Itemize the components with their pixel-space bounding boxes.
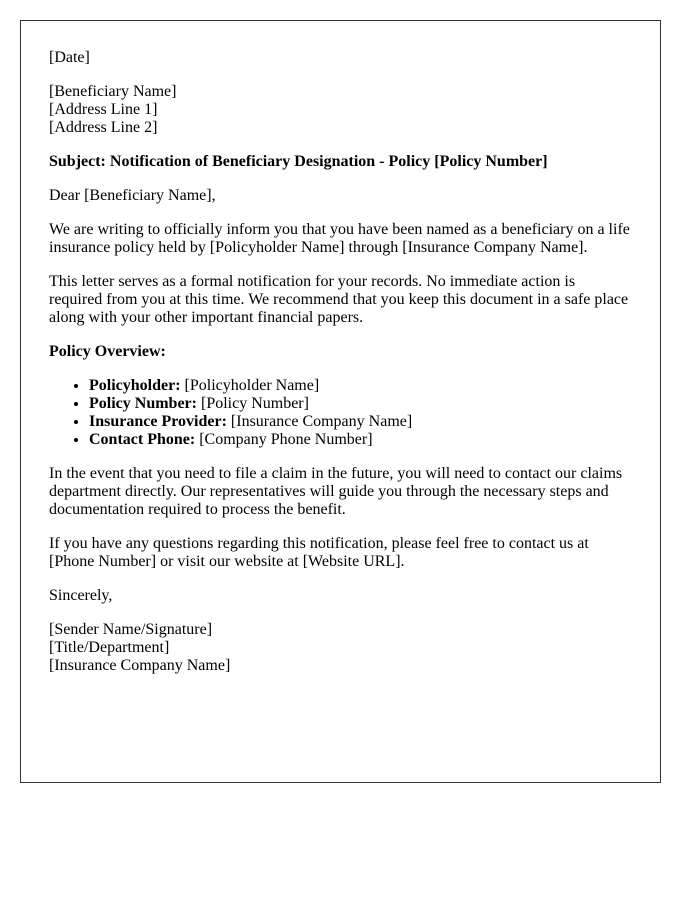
item-label: Policyholder: bbox=[89, 377, 181, 394]
address-line-2: [Address Line 2] bbox=[49, 119, 158, 136]
policy-overview-list bbox=[49, 377, 632, 449]
item-value: [Policy Number] bbox=[196, 395, 309, 412]
recipient-name: [Beneficiary Name] bbox=[49, 83, 177, 100]
sender-name: [Sender Name/Signature] bbox=[49, 621, 213, 638]
subject-line: Subject: Notification of Beneficiary Designation - Policy [Policy Number] bbox=[49, 153, 548, 170]
body-paragraph: This letter serves as a formal notification for your records. No immediate action is required from you at this time. We recommend that you keep this document in a safe place along with your other important financial papers. bbox=[49, 273, 629, 326]
body-paragraph: If you have any questions regarding this notification, please feel free to contact us at [Phone Number] or visit our website at [Website URL]. bbox=[49, 535, 589, 570]
overview-heading: Policy Overview: bbox=[49, 343, 166, 360]
closing: Sincerely, bbox=[49, 587, 113, 604]
item-label: Policy Number: bbox=[89, 395, 197, 412]
list-item bbox=[89, 377, 632, 395]
list-item bbox=[89, 413, 632, 431]
item-label: Contact Phone: bbox=[89, 431, 196, 448]
body-paragraph: In the event that you need to file a claim in the future, you will need to contact our claims department directly. Our representatives will guide you through the necessary steps and documentation required to process the benefit. bbox=[49, 465, 623, 518]
date: [Date] bbox=[49, 49, 90, 66]
sender-block bbox=[49, 621, 632, 675]
item-value: [Company Phone Number] bbox=[195, 431, 373, 448]
letter bbox=[20, 20, 661, 783]
sender-company: [Insurance Company Name] bbox=[49, 657, 231, 674]
list-item bbox=[89, 395, 632, 413]
salutation: Dear [Beneficiary Name], bbox=[49, 187, 216, 204]
item-label: Insurance Provider: bbox=[89, 413, 227, 430]
item-value: [Policyholder Name] bbox=[180, 377, 320, 394]
item-value: [Insurance Company Name] bbox=[226, 413, 413, 430]
sender-title: [Title/Department] bbox=[49, 639, 170, 656]
body-paragraph: We are writing to officially inform you that you have been named as a beneficiary on a life insurance policy held by [Policyholder Name] through [Insurance Company Name]. bbox=[49, 221, 630, 256]
recipient-address bbox=[49, 83, 632, 137]
list-item bbox=[89, 431, 632, 449]
address-line-1: [Address Line 1] bbox=[49, 101, 158, 118]
